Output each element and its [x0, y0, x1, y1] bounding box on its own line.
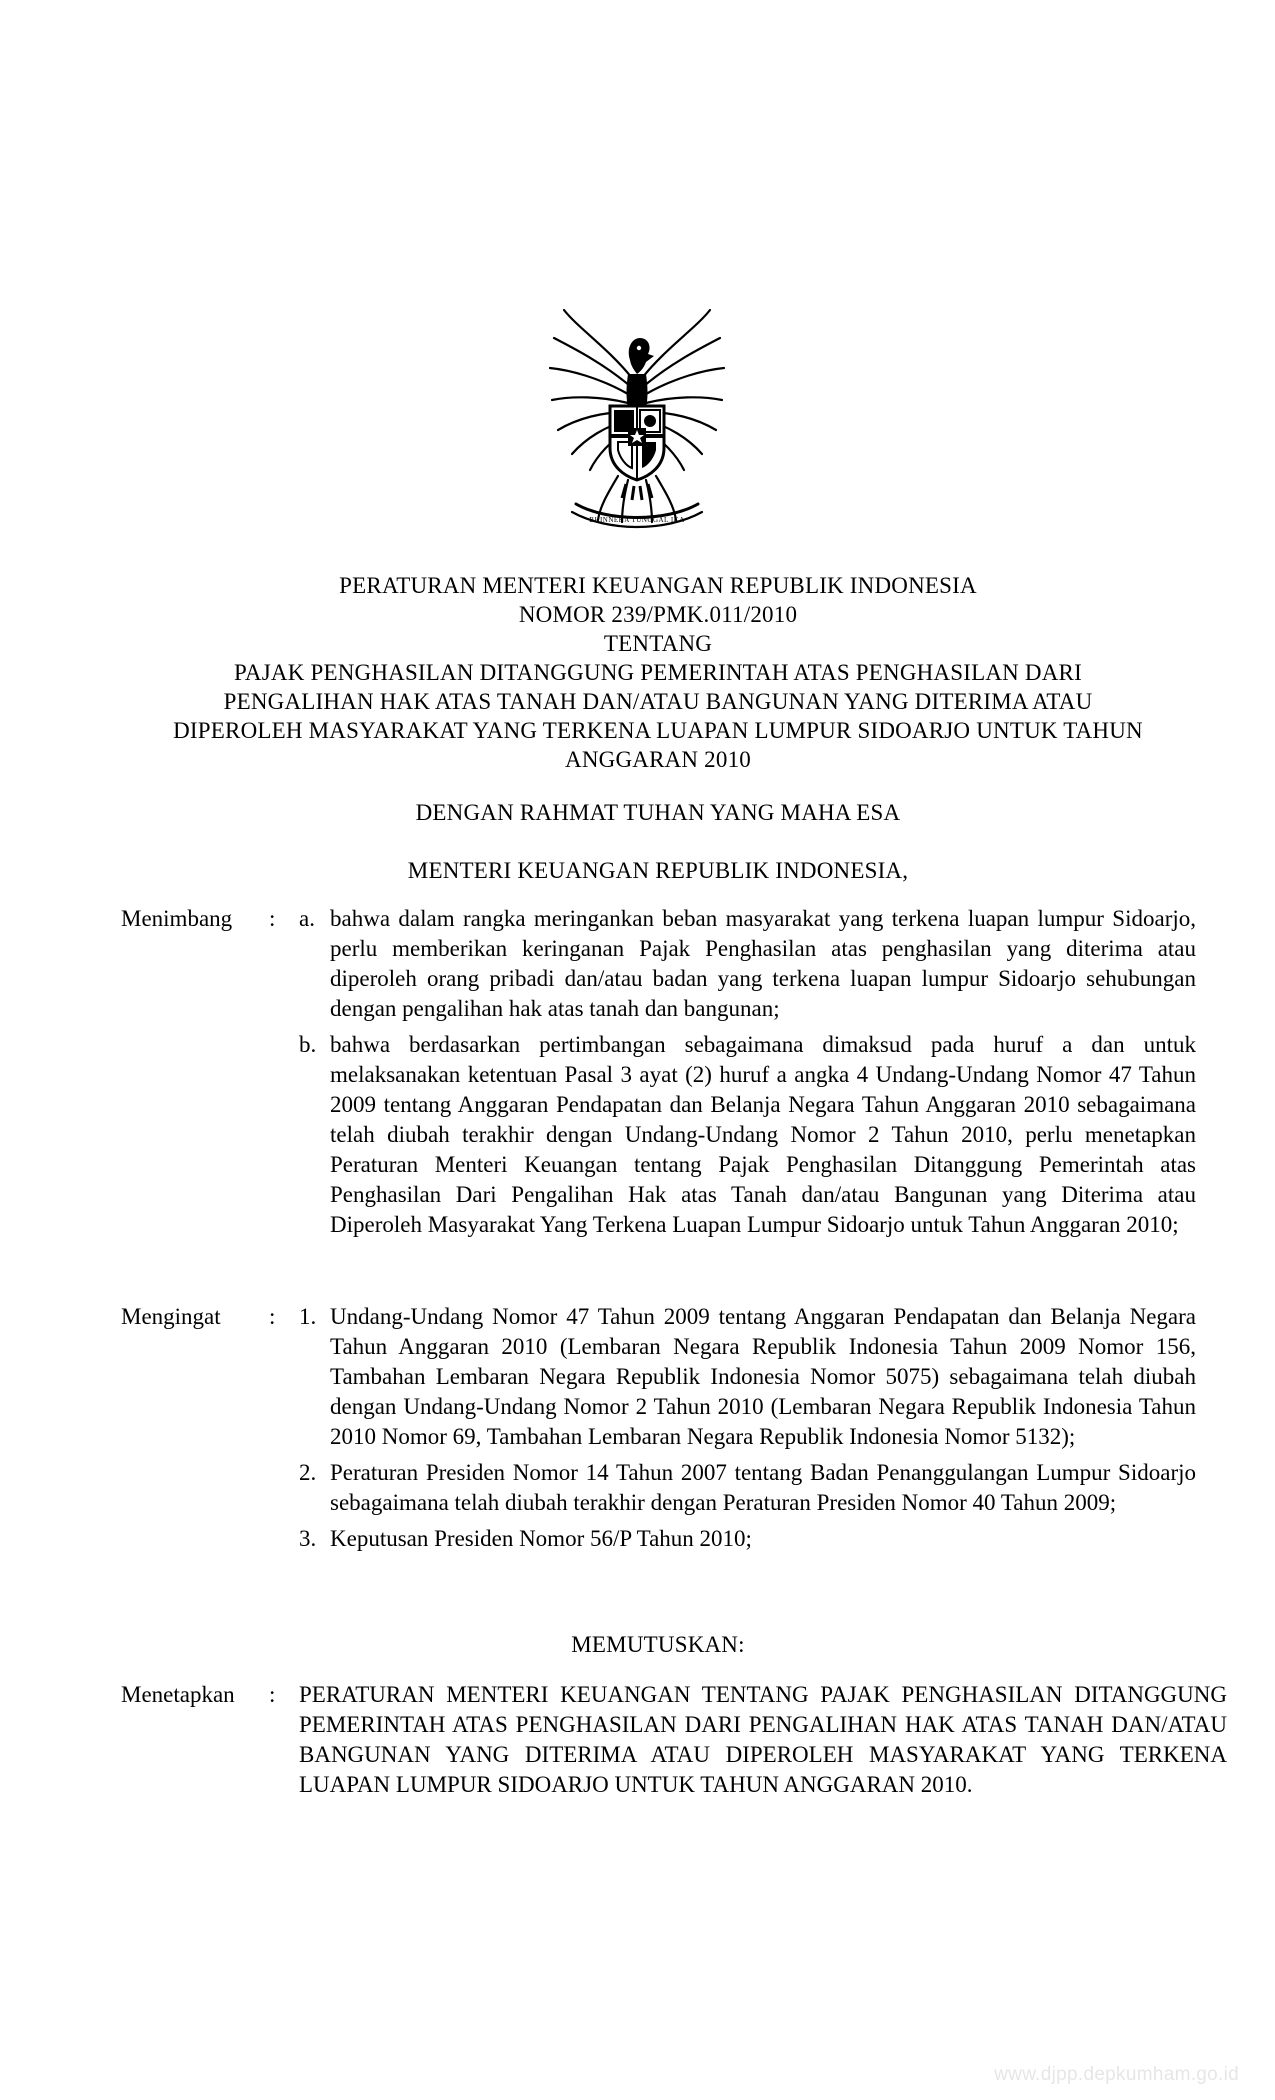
svg-text:BHINNEKA TUNGGAL IKA: BHINNEKA TUNGGAL IKA [589, 516, 685, 524]
decision-heading: MEMUTUSKAN: [571, 1632, 745, 1657]
section-label: Menetapkan [121, 1682, 235, 1707]
list-item [299, 1458, 1196, 1518]
item-text: bahwa berdasarkan pertimbangan sebagaimana dimaksud pada huruf a dan untuk melaksanakan ketentuan Pasal 3 ayat (2) huruf a angka 4 Undang-Undang Nomor 47 Tahun 2009 tentang Anggaran Pendapatan dan Belanja Negara Tahun Anggaran 2010 sebagaimana telah diubah terakhir dengan Undang-Undang Nomor 2 Tahun 2010, perlu menetapkan Peraturan Menteri Keuangan tentang Pajak Penghasilan Ditanggung Pemerintah atas Penghasilan Dari Pengalihan Hak atas Tanah dan/atau Bangunan yang Diterima atau Diperoleh Masyarakat Yang Terkena Luapan Lumpur Sidoarjo untuk Tahun Anggaran 2010; [330, 1032, 1196, 1237]
list-item [299, 1302, 1196, 1452]
title-line: PERATURAN MENTERI KEUANGAN REPUBLIK INDONESIA [339, 573, 977, 598]
title-line: ANGGARAN 2010 [565, 747, 751, 772]
item-text: Keputusan Presiden Nomor 56/P Tahun 2010; [330, 1526, 752, 1551]
establishing-body [299, 1680, 1227, 1800]
item-marker: 2. [299, 1460, 317, 1485]
section-colon: : [269, 906, 276, 931]
invocation: DENGAN RAHMAT TUHAN YANG MAHA ESA [415, 800, 901, 825]
section-label: Mengingat [121, 1304, 221, 1329]
considering-list [299, 904, 1196, 1246]
item-text: Peraturan Presiden Nomor 14 Tahun 2007 tentang Badan Penanggulangan Lumpur Sidoarjo sebagaimana telah diubah terakhir dengan Peraturan Presiden Nomor 40 Tahun 2009; [330, 1460, 1196, 1515]
item-text: bahwa dalam rangka meringankan beban masyarakat yang terkena luapan lumpur Sidoarjo, perlu memberikan keringanan Pajak Penghasilan atas penghasilan yang diterima atau diperoleh orang pribadi dan/atau badan yang terkena luapan lumpur Sidoarjo sehubungan dengan pengalihan hak atas tanah dan bangunan; [330, 906, 1196, 1021]
title-line: PAJAK PENGHASILAN DITANGGUNG PEMERINTAH ATAS PENGHASILAN DARI [234, 660, 1082, 685]
regulation-title [118, 571, 1198, 774]
item-marker: 3. [299, 1526, 317, 1551]
title-line: DIPEROLEH MASYARAKAT YANG TERKENA LUAPAN LUMPUR SIDOARJO UNTUK TAHUN [173, 718, 1143, 743]
item-marker: 1. [299, 1304, 317, 1329]
garuda-pancasila-emblem-icon [548, 308, 726, 540]
watermark-url: www.djpp.depkumham.go.id [994, 2064, 1239, 2085]
section-colon: : [269, 1682, 276, 1707]
title-line: TENTANG [603, 631, 713, 656]
list-item [299, 1030, 1196, 1240]
item-marker: b. [299, 1032, 317, 1057]
item-text: Undang-Undang Nomor 47 Tahun 2009 tentang Anggaran Pendapatan dan Belanja Negara Tahun Anggaran 2010 (Lembaran Negara Republik Indonesia Tahun 2009 Nomor 156, Tambahan Lembaran Negara Republik Indonesia Nomor 5075) sebagaimana telah diubah dengan Undang-Undang Nomor 2 Tahun 2010 (Lembaran Negara Republik Indonesia Tahun 2010 Nomor 69, Tambahan Lembaran Negara Republik Indonesia Nomor 5132); [330, 1304, 1196, 1449]
recalling-list [299, 1302, 1196, 1560]
list-item [299, 1524, 1196, 1554]
title-line: NOMOR 239/PMK.011/2010 [518, 602, 798, 627]
section-label: Menimbang [121, 906, 233, 931]
section-colon: : [269, 1304, 276, 1329]
item-marker: a. [299, 906, 315, 931]
establishing-text: PERATURAN MENTERI KEUANGAN TENTANG PAJAK PENGHASILAN DITANGGUNG PEMERINTAH ATAS PENGHASILAN DARI PENGALIHAN HAK ATAS TANAH DAN/ATAU BANGUNAN YANG DITERIMA ATAU DIPEROLEH MASYARAKAT YANG TERKENA LUAPAN LUMPUR SIDOARJO UNTUK TAHUN ANGGARAN 2010. [299, 1682, 1227, 1797]
list-item [299, 904, 1196, 1024]
minister-line: MENTERI KEUANGAN REPUBLIK INDONESIA, [407, 858, 909, 883]
title-line: PENGALIHAN HAK ATAS TANAH DAN/ATAU BANGUNAN YANG DITERIMA ATAU [223, 689, 1093, 714]
